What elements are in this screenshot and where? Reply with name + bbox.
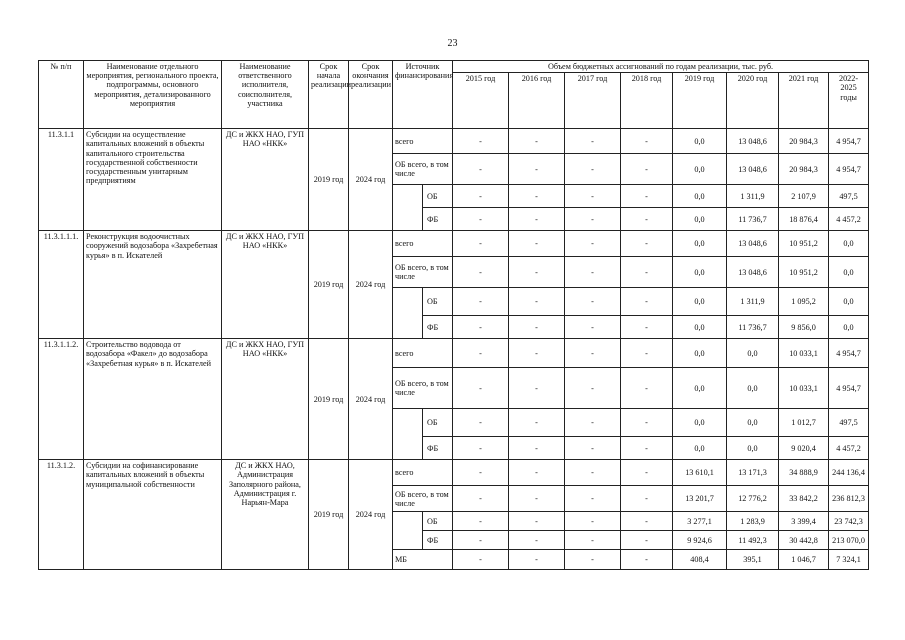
row-source: МБ	[393, 550, 453, 570]
value-cell: -	[509, 257, 565, 288]
value-cell: 4 954,7	[829, 129, 869, 154]
value-cell: -	[621, 257, 673, 288]
value-cell: 236 812,3	[829, 486, 869, 512]
value-cell: -	[453, 154, 509, 185]
value-cell: -	[621, 231, 673, 257]
row-start: 2019 год	[309, 460, 349, 570]
row-executor: ДС и ЖКХ НАО, Администрация Заполярного района, Администрация г. Нарьян-Мара	[222, 460, 309, 570]
value-cell: -	[509, 208, 565, 231]
value-cell: 9 020,4	[779, 437, 829, 460]
row-executor: ДС и ЖКХ НАО, ГУП НАО «НКК»	[222, 129, 309, 231]
header-source: Источник финансирования	[393, 61, 453, 129]
row-code: 11.3.1.1.1.	[39, 231, 84, 339]
value-cell: -	[509, 409, 565, 437]
value-cell: -	[565, 339, 621, 368]
value-cell: -	[565, 512, 621, 531]
value-cell: 11 736,7	[727, 208, 779, 231]
row-name: Субсидии на софинансирование капитальных вложений в объекты муниципальной собственности	[84, 460, 222, 570]
value-cell: -	[565, 531, 621, 550]
row-source: ОБ	[423, 185, 453, 208]
value-cell: 2 107,9	[779, 185, 829, 208]
value-cell: 10 951,2	[779, 231, 829, 257]
value-cell: -	[509, 154, 565, 185]
row-start: 2019 год	[309, 231, 349, 339]
value-cell: 213 070,0	[829, 531, 869, 550]
value-cell: 4 457,2	[829, 208, 869, 231]
header-num: № п/п	[39, 61, 84, 129]
value-cell: 20 984,3	[779, 154, 829, 185]
value-cell: -	[509, 486, 565, 512]
header-year: 2016 год	[509, 73, 565, 129]
value-cell: -	[509, 185, 565, 208]
row-source: ОБ	[423, 409, 453, 437]
value-cell: -	[565, 550, 621, 570]
value-cell: 13 201,7	[673, 486, 727, 512]
value-cell: -	[621, 288, 673, 316]
value-cell: 0,0	[829, 288, 869, 316]
table-row	[39, 129, 869, 154]
value-cell: 10 033,1	[779, 339, 829, 368]
value-cell: 0,0	[829, 316, 869, 339]
value-cell: -	[453, 339, 509, 368]
row-source: ОБ всего, в том числе	[393, 257, 453, 288]
row-end: 2024 год	[349, 339, 393, 460]
source-indent	[393, 409, 423, 460]
value-cell: -	[621, 339, 673, 368]
value-cell: 13 048,6	[727, 231, 779, 257]
value-cell: -	[509, 512, 565, 531]
value-cell: -	[453, 437, 509, 460]
value-cell: 11 492,3	[727, 531, 779, 550]
value-cell: -	[453, 129, 509, 154]
value-cell: 3 399,4	[779, 512, 829, 531]
value-cell: 9 924,6	[673, 531, 727, 550]
value-cell: -	[453, 185, 509, 208]
value-cell: 497,5	[829, 185, 869, 208]
value-cell: -	[453, 288, 509, 316]
row-name: Реконструкция водоочистных сооружений водозабора «Захребетная курья» в п. Искателей	[84, 231, 222, 339]
value-cell: -	[621, 409, 673, 437]
value-cell: 12 776,2	[727, 486, 779, 512]
value-cell: 1 046,7	[779, 550, 829, 570]
value-cell: -	[565, 368, 621, 409]
value-cell: -	[453, 208, 509, 231]
value-cell: -	[621, 486, 673, 512]
row-source: ОБ всего, в том числе	[393, 154, 453, 185]
value-cell: -	[621, 550, 673, 570]
value-cell: 33 842,2	[779, 486, 829, 512]
header-name: Наименование отдельного мероприятия, регионального проекта, подпрограммы, основного мероприятия, детализированного мероприятия	[84, 61, 222, 129]
row-code: 11.3.1.2.	[39, 460, 84, 570]
value-cell: -	[621, 437, 673, 460]
value-cell: -	[565, 208, 621, 231]
value-cell: -	[565, 486, 621, 512]
row-name: Субсидии на осуществление капитальных вложений в объекты капитального строительства государственной собственности государственным унитарным предприятиям	[84, 129, 222, 231]
value-cell: -	[453, 460, 509, 486]
row-source: всего	[393, 339, 453, 368]
row-code: 11.3.1.1	[39, 129, 84, 231]
value-cell: 1 283,9	[727, 512, 779, 531]
header-end: Срок окончания реализации	[349, 61, 393, 129]
header-year: 2020 год	[727, 73, 779, 129]
value-cell: 0,0	[673, 129, 727, 154]
value-cell: 0,0	[673, 368, 727, 409]
value-cell: 34 888,9	[779, 460, 829, 486]
value-cell: -	[453, 316, 509, 339]
value-cell: 18 876,4	[779, 208, 829, 231]
value-cell: -	[453, 257, 509, 288]
row-start: 2019 год	[309, 339, 349, 460]
value-cell: 10 951,2	[779, 257, 829, 288]
value-cell: 23 742,3	[829, 512, 869, 531]
row-name: Строительство водовода от водозабора «Факел» до водозабора «Захребетная курья» в п. Искателей	[84, 339, 222, 460]
value-cell: 20 984,3	[779, 129, 829, 154]
value-cell: -	[565, 288, 621, 316]
value-cell: -	[509, 339, 565, 368]
value-cell: 3 277,1	[673, 512, 727, 531]
row-end: 2024 год	[349, 231, 393, 339]
value-cell: -	[621, 460, 673, 486]
table-body	[39, 129, 869, 570]
value-cell: -	[565, 257, 621, 288]
value-cell: 395,1	[727, 550, 779, 570]
value-cell: -	[565, 185, 621, 208]
value-cell: -	[621, 368, 673, 409]
value-cell: 13 610,1	[673, 460, 727, 486]
source-indent	[393, 185, 423, 231]
header-start: Срок начала реализации	[309, 61, 349, 129]
value-cell: 0,0	[727, 409, 779, 437]
row-code: 11.3.1.1.2.	[39, 339, 84, 460]
value-cell: 1 095,2	[779, 288, 829, 316]
value-cell: 0,0	[673, 257, 727, 288]
row-start: 2019 год	[309, 129, 349, 231]
value-cell: 0,0	[673, 185, 727, 208]
row-source: всего	[393, 460, 453, 486]
header-year: 2018 год	[621, 73, 673, 129]
row-executor: ДС и ЖКХ НАО, ГУП НАО «НКК»	[222, 231, 309, 339]
value-cell: -	[453, 531, 509, 550]
value-cell: 13 048,6	[727, 257, 779, 288]
value-cell: -	[565, 460, 621, 486]
source-indent	[393, 512, 423, 550]
value-cell: 0,0	[727, 437, 779, 460]
value-cell: 0,0	[829, 231, 869, 257]
value-cell: -	[453, 409, 509, 437]
value-cell: -	[453, 231, 509, 257]
value-cell: 0,0	[673, 154, 727, 185]
value-cell: 0,0	[673, 231, 727, 257]
row-source: ФБ	[423, 208, 453, 231]
header-executor: Наименование ответственного исполнителя, соисполнителя, участника	[222, 61, 309, 129]
row-source: ФБ	[423, 316, 453, 339]
source-indent	[393, 288, 423, 339]
value-cell: -	[565, 129, 621, 154]
value-cell: 1 311,9	[727, 185, 779, 208]
value-cell: -	[453, 486, 509, 512]
value-cell: 7 324,1	[829, 550, 869, 570]
header-year: 2021 год	[779, 73, 829, 129]
header-year: 2015 год	[453, 73, 509, 129]
value-cell: -	[565, 316, 621, 339]
row-source: ФБ	[423, 531, 453, 550]
row-source: ОБ всего, в том числе	[393, 368, 453, 409]
value-cell: 1 311,9	[727, 288, 779, 316]
value-cell: 0,0	[727, 339, 779, 368]
value-cell: 9 856,0	[779, 316, 829, 339]
page-number: 23	[447, 38, 458, 49]
value-cell: -	[509, 231, 565, 257]
value-cell: 4 954,7	[829, 154, 869, 185]
value-cell: 0,0	[673, 339, 727, 368]
value-cell: -	[509, 368, 565, 409]
value-cell: 30 442,8	[779, 531, 829, 550]
value-cell: -	[453, 512, 509, 531]
value-cell: -	[565, 231, 621, 257]
row-source: ОБ всего, в том числе	[393, 486, 453, 512]
value-cell: 0,0	[673, 316, 727, 339]
value-cell: -	[509, 316, 565, 339]
value-cell: -	[621, 316, 673, 339]
value-cell: -	[509, 550, 565, 570]
table-row	[39, 460, 869, 486]
budget-table	[38, 60, 869, 570]
value-cell: 11 736,7	[727, 316, 779, 339]
value-cell: -	[509, 531, 565, 550]
row-source: всего	[393, 231, 453, 257]
row-source: ФБ	[423, 437, 453, 460]
value-cell: 0,0	[727, 368, 779, 409]
header-year: 2019 год	[673, 73, 727, 129]
value-cell: -	[509, 129, 565, 154]
table-row	[39, 339, 869, 368]
value-cell: 10 033,1	[779, 368, 829, 409]
table-row	[39, 231, 869, 257]
value-cell: -	[621, 208, 673, 231]
value-cell: 13 048,6	[727, 154, 779, 185]
value-cell: -	[621, 531, 673, 550]
value-cell: -	[565, 154, 621, 185]
value-cell: 4 954,7	[829, 339, 869, 368]
header-volume: Объем бюджетных ассигнований по годам реализации, тыс. руб.	[453, 61, 869, 73]
value-cell: -	[621, 185, 673, 208]
value-cell: -	[509, 460, 565, 486]
row-source: ОБ	[423, 288, 453, 316]
value-cell: -	[453, 368, 509, 409]
value-cell: 0,0	[673, 288, 727, 316]
row-executor: ДС и ЖКХ НАО, ГУП НАО «НКК»	[222, 339, 309, 460]
value-cell: 13 048,6	[727, 129, 779, 154]
value-cell: -	[621, 154, 673, 185]
value-cell: 0,0	[673, 437, 727, 460]
value-cell: 408,4	[673, 550, 727, 570]
value-cell: 497,5	[829, 409, 869, 437]
value-cell: 4 954,7	[829, 368, 869, 409]
value-cell: 0,0	[829, 257, 869, 288]
value-cell: -	[509, 437, 565, 460]
header-year: 2017 год	[565, 73, 621, 129]
value-cell: -	[453, 550, 509, 570]
row-source: всего	[393, 129, 453, 154]
value-cell: 0,0	[673, 208, 727, 231]
row-end: 2024 год	[349, 460, 393, 570]
value-cell: -	[621, 129, 673, 154]
value-cell: -	[621, 512, 673, 531]
value-cell: 1 012,7	[779, 409, 829, 437]
row-end: 2024 год	[349, 129, 393, 231]
value-cell: -	[565, 409, 621, 437]
header-year: 2022-2025 годы	[829, 73, 869, 129]
value-cell: 4 457,2	[829, 437, 869, 460]
value-cell: 13 171,3	[727, 460, 779, 486]
value-cell: -	[565, 437, 621, 460]
value-cell: 0,0	[673, 409, 727, 437]
row-source: ОБ	[423, 512, 453, 531]
value-cell: -	[509, 288, 565, 316]
value-cell: 244 136,4	[829, 460, 869, 486]
